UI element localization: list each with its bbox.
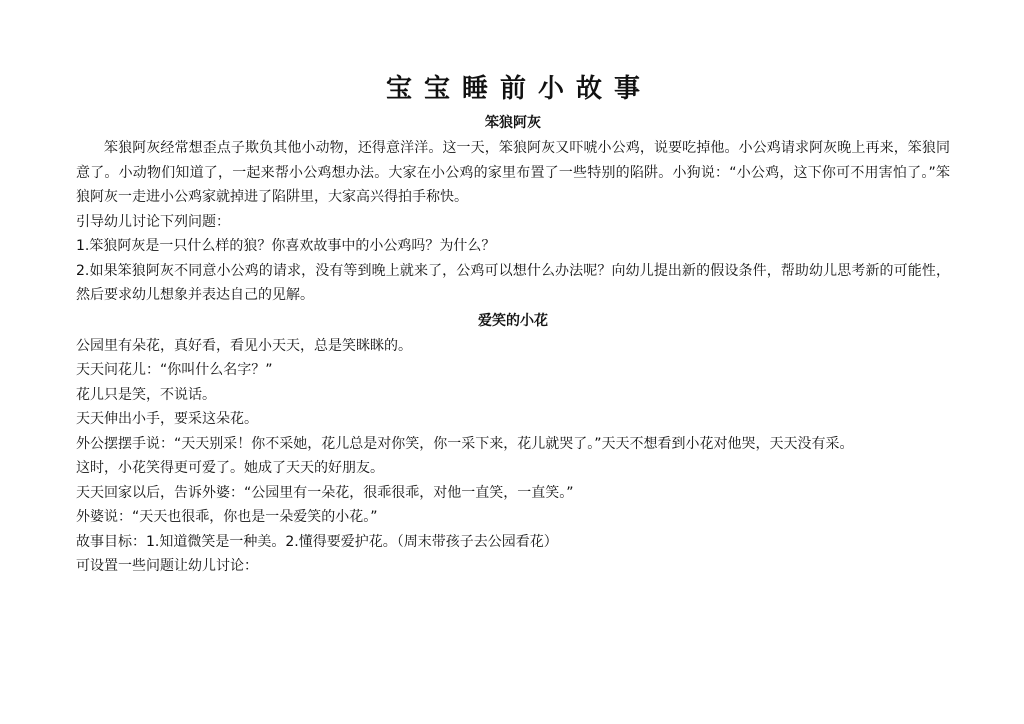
story-1-paragraph: 笨狼阿灰经常想歪点子欺负其他小动物，还得意洋洋。这一天，笨狼阿灰又吓唬小公鸡，说要吃掉他。小公鸡请求阿灰晚上再来，笨狼同意了。小动物们知道了，一起来帮小公鸡想办法。大家在小公鸡的家里布置了一些特别的陷阱。小狗说：“小公鸡，这下你可不用害怕了。”笨狼阿灰一走进小公鸡家就掉进了陷阱里，大家高兴得拍手称快。 — [76, 140, 950, 205]
story-1-discussion-intro: 引导幼儿讨论下列问题： — [76, 213, 230, 230]
story-2-line-4: 天天伸出小手，要采这朵花。 — [76, 411, 258, 427]
story-heading-1: 笨狼阿灰 — [485, 115, 541, 131]
story-2-line-6: 这时，小花笑得更可爱了。她成了天天的好朋友。 — [76, 460, 384, 476]
document-page — [76, 68, 950, 579]
story-2-line-7: 天天回家以后，告诉外婆：“公园里有一朵花，很乖很乖，对他一直笑，一直笑。” — [76, 484, 574, 501]
story-2-line-8: 外婆说：“天天也很乖，你也是一朵爱笑的小花。” — [76, 509, 378, 525]
story-heading-2: 爱笑的小花 — [478, 312, 548, 329]
story-2-line-5: 外公摆摆手说：“天天别采！你不采她，花儿总是对你笑，你一采下来，花儿就哭了。”天天不想看到小花对他哭，天天没有采。 — [76, 435, 854, 452]
story-2-line-1: 公园里有朵花，真好看，看见小天天，总是笑眯眯的。 — [76, 337, 412, 354]
story-2-goals: 故事目标：1.知道微笑是一种美。2.懂得要爱护花。（周末带孩子去公园看花） — [76, 533, 558, 550]
story-2-line-2: 天天问花儿：“你叫什么名字？” — [76, 362, 273, 378]
document-title: 宝宝睡前小故事 — [385, 74, 652, 104]
story-2-discussion-prompt: 可设置一些问题让幼儿讨论： — [76, 558, 258, 574]
story-1-question-1: 1.笨狼阿灰是一只什么样的狼？你喜欢故事中的小公鸡吗？为什么？ — [76, 238, 496, 254]
story-2-line-3: 花儿只是笑，不说话。 — [76, 386, 216, 403]
story-1-question-2: 2.如果笨狼阿灰不同意小公鸡的请求，没有等到晚上就来了，公鸡可以想什么办法呢？向幼儿提出新的假设条件，帮助幼儿思考新的可能性，然后要求幼儿想象并表达自己的见解。 — [76, 262, 950, 303]
